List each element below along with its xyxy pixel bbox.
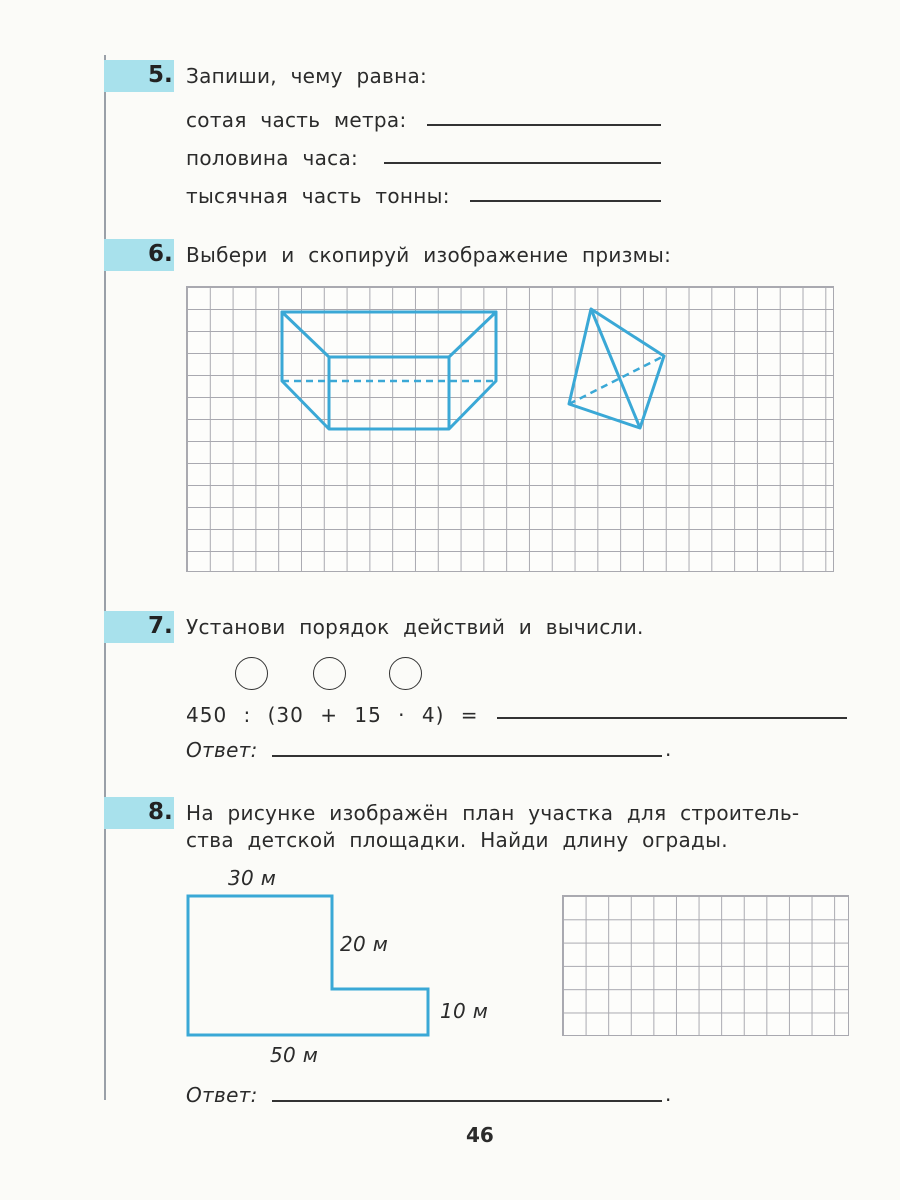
task8-answer-end: . — [665, 1082, 672, 1106]
task5-item-2: половина часа: — [186, 146, 359, 170]
task8-answer-label: Ответ: — [186, 1083, 258, 1107]
task8-prompt-line-1: На рисунке изображён план участка для строитель- — [186, 801, 800, 825]
dim-top-label: 30 м — [228, 866, 277, 890]
task5-prompt: Запиши, чему равна: — [186, 64, 428, 88]
pyramid-figure — [569, 309, 664, 428]
task7-prompt: Установи порядок действий и вычисли. — [186, 615, 644, 639]
task5-item-3: тысячная часть тонны: — [186, 184, 450, 208]
task5-number: 5. — [148, 62, 173, 88]
task5-item-1: сотая часть метра: — [186, 108, 407, 132]
task6-number: 6. — [148, 241, 173, 267]
task7-answer-label: Ответ: — [186, 738, 258, 762]
task7-answer-end: . — [665, 737, 672, 761]
task8-number: 8. — [148, 799, 173, 825]
prism-figure — [282, 312, 496, 429]
task8-prompt-line-2: ства детской площадки. Найди длину ограды. — [186, 828, 728, 852]
dim-right-upper-label: 20 м — [340, 932, 389, 956]
plot-plan-figure — [188, 896, 428, 1035]
task6-prompt: Выбери и скопируй изображение призмы: — [186, 243, 672, 267]
task7-number: 7. — [148, 613, 173, 639]
task7-expression: 450 : (30 + 15 · 4) = — [186, 703, 479, 727]
page-number: 46 — [466, 1123, 494, 1147]
dim-right-lower-label: 10 м — [440, 999, 489, 1023]
dim-bottom-label: 50 м — [270, 1043, 319, 1067]
